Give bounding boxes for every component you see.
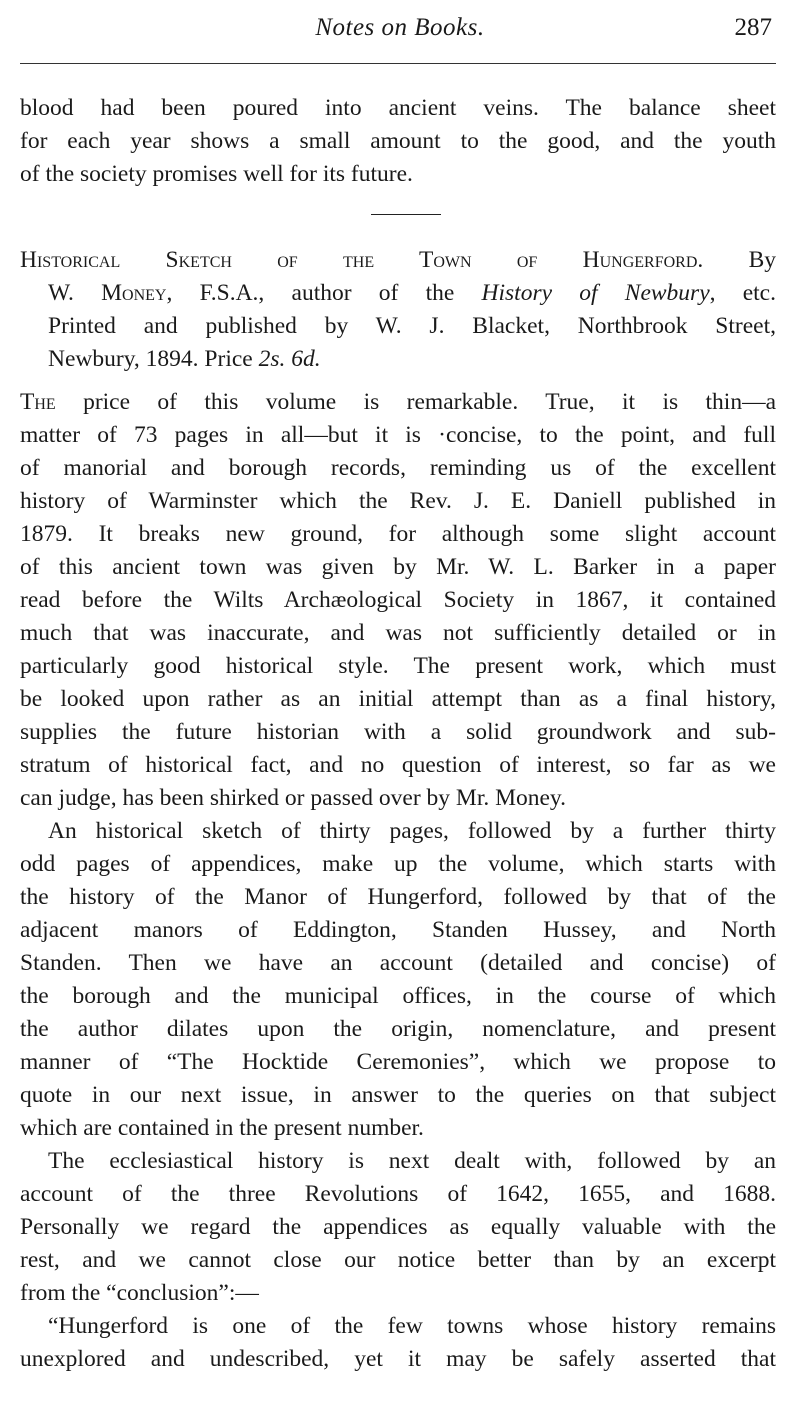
price-line (48, 343, 776, 376)
text-line (20, 386, 776, 419)
text-line: particularly good historical style. The present work, which must (20, 653, 776, 679)
text-line: manner of “The Hocktide Ceremonies”, which we propose to (20, 1049, 776, 1075)
etc-text: , etc. (709, 280, 776, 306)
text-line: 1879. It breaks new ground, for although some slight account (20, 521, 776, 547)
text-line: the history of the Manor of Hungerford, followed by that of the (20, 884, 776, 910)
text-line: Personally we regard the appendices as equally valuable with the (20, 1214, 776, 1240)
text-line: of manorial and borough records, reminding us of the excellent (20, 455, 776, 481)
text-line: much that was inaccurate, and was not sufficiently detailed or in (20, 620, 776, 646)
text-line: An historical sketch of thirty pages, followed by a further thirty (48, 818, 776, 844)
text-line: history of Warminster which the Rev. J. E. Daniell published in (20, 488, 776, 514)
by-label: By (748, 247, 777, 273)
text-line: unexplored and undescribed, yet it may be safely asserted that (20, 1346, 776, 1372)
section-separator (371, 214, 441, 215)
author-credentials: , F.S.A., author of the (166, 280, 482, 306)
other-work-title: History of Newbury (481, 280, 710, 306)
text-line: adjacent manors of Eddington, Standen Hussey, and North (20, 917, 776, 943)
text-line: matter of 73 pages in all—but it is ·concise, to the point, and full (20, 422, 776, 448)
text-line: for each year shows a small amount to the good, and the youth (20, 128, 776, 154)
text-line: “Hungerford is one of the few towns whose history remains (48, 1313, 776, 1339)
text-line: read before the Wilts Archæological Society in 1867, it contained (20, 587, 776, 613)
text-line: quote in our next issue, in answer to the queries on that subject (20, 1082, 776, 1108)
text-line: can judge, has been shirked or passed over by Mr. Money. (20, 785, 567, 811)
lead-line-rest: price of this volume is remarkable. True, it is thin—a (55, 389, 776, 415)
text-line: blood had been poured into ancient veins. The balance sheet (20, 95, 776, 121)
text-line: which are contained in the present number. (20, 1115, 424, 1141)
text-line: the borough and the municipal offices, in the course of which (20, 983, 776, 1009)
review-title-line (20, 244, 776, 277)
text-line: stratum of historical fact, and no question of interest, so far as we (20, 752, 776, 778)
author-name: W. Money (48, 280, 167, 306)
text-line: be looked upon rather as an initial attempt than as a final history, (20, 686, 776, 712)
text-line: account of the three Revolutions of 1642, 1655, and 1688. (20, 1181, 776, 1207)
header-rule (20, 63, 776, 64)
review-author-line (48, 277, 776, 310)
text-line: rest, and we cannot close our notice better than by an excerpt (20, 1247, 776, 1273)
text-line: of the society promises well for its future. (20, 161, 413, 187)
text-line: The ecclesiastical history is next dealt with, followed by an (48, 1148, 776, 1174)
price: 2s. 6d. (258, 346, 321, 372)
place-date: Newbury, 1894. Price (48, 346, 259, 372)
text-line: from the “conclusion”:— (20, 1280, 259, 1306)
text-line: the author dilates upon the origin, nomenclature, and present (20, 1016, 776, 1042)
text-line: odd pages of appendices, make up the volume, which starts with (20, 851, 776, 877)
lead-word: The (20, 389, 56, 415)
text-line: Standen. Then we have an account (detailed and concise) of (20, 950, 776, 976)
publisher-line: Printed and published by W. J. Blacket, Northbrook Street, (48, 313, 776, 339)
page-number: 287 (734, 14, 772, 41)
text-line: supplies the future historian with a solid groundwork and sub- (20, 719, 776, 745)
text-line: of this ancient town was given by Mr. W. L. Barker in a paper (20, 554, 776, 580)
running-title: Notes on Books. (315, 14, 485, 41)
book-title: Historical Sketch of the Town of Hungerford. (20, 247, 704, 273)
